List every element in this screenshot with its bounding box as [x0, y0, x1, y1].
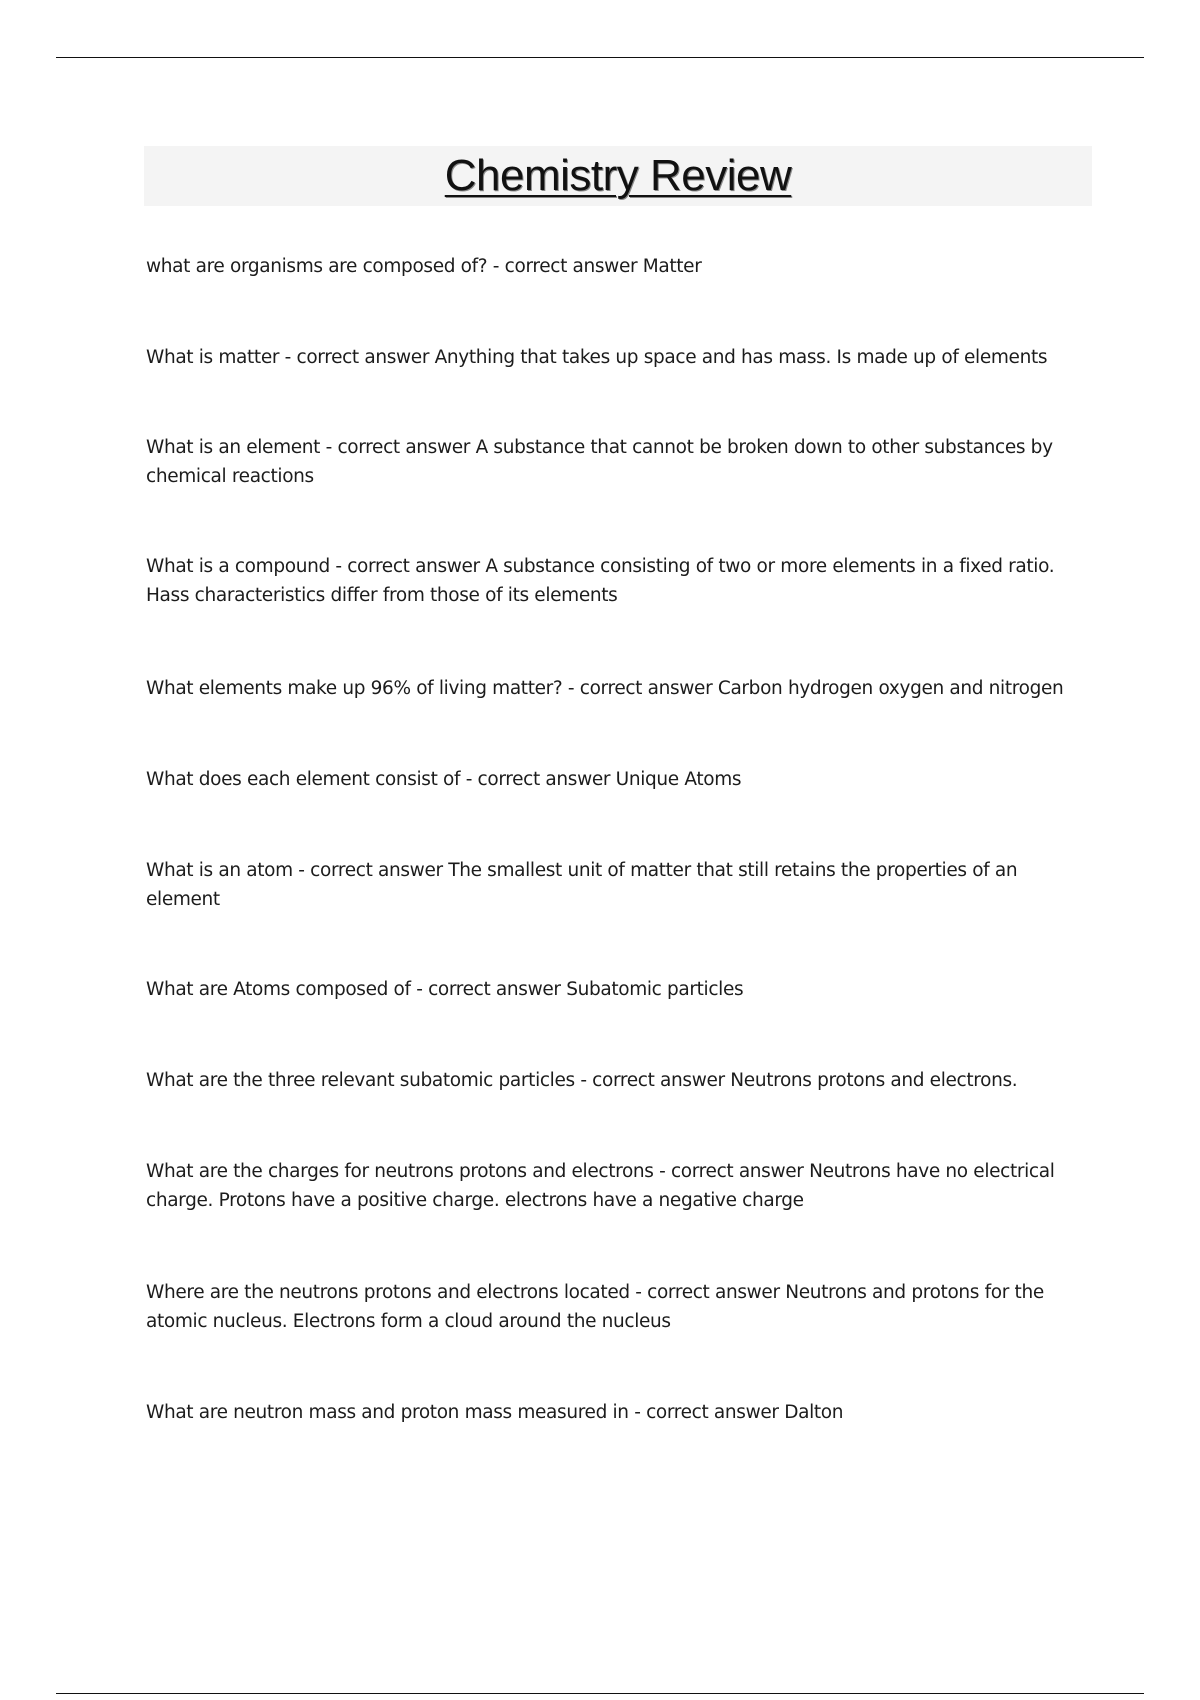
answer-text: Carbon hydrogen oxygen and nitrogen: [717, 678, 1064, 699]
qa-item: [146, 433, 1071, 491]
qa-item: [146, 1157, 1071, 1215]
answer-separator: - correct answer: [329, 556, 486, 577]
header-rule: [56, 57, 1144, 58]
qa-item: [146, 1398, 1071, 1427]
question-text: what are organisms are composed of?: [146, 256, 488, 277]
answer-separator: - correct answer: [292, 860, 449, 881]
qa-item: [146, 343, 1071, 372]
answer-separator: - correct answer: [562, 678, 718, 699]
answer-separator: - correct answer: [653, 1161, 810, 1182]
qa-item: [146, 1066, 1071, 1095]
answer-separator: - correct answer: [410, 979, 567, 1000]
answer-text: Unique Atoms: [615, 769, 742, 790]
question-text: What are the charges for neutrons protons and electrons: [146, 1161, 654, 1182]
answer-text: Dalton: [784, 1402, 844, 1423]
question-text: Where are the neutrons protons and electrons located: [146, 1282, 630, 1303]
title-band: [144, 146, 1092, 206]
page-title: Chemistry Review: [444, 151, 792, 200]
answer-text: A substance consisting of two or more elements in a fixed ratio. Hass characteristics differ from those of its elements: [146, 556, 1055, 606]
question-text: What does each element consist of: [146, 769, 461, 790]
answer-separator: - correct answer: [574, 1070, 731, 1091]
answer-text: Anything that takes up space and has mass. Is made up of elements: [434, 347, 1048, 368]
answer-text: The smallest unit of matter that still retains the properties of an element: [146, 860, 1018, 910]
qa-item: [146, 856, 1071, 914]
qa-item: [146, 765, 1071, 794]
answer-separator: - correct answer: [279, 347, 435, 368]
answer-text: Subatomic particles: [566, 979, 744, 1000]
answer-text: Neutrons protons and electrons.: [730, 1070, 1018, 1091]
answer-separator: - correct answer: [628, 1402, 785, 1423]
answer-separator: - correct answer: [460, 769, 616, 790]
question-text: What elements make up 96% of living matter?: [146, 678, 563, 699]
question-text: What is a compound: [146, 556, 330, 577]
question-text: What is an element: [146, 437, 321, 458]
answer-text: Neutrons have no electrical charge. Protons have a positive charge. electrons have a negative charge: [146, 1161, 1055, 1211]
answer-separator: - correct answer: [629, 1282, 786, 1303]
qa-item: [146, 674, 1071, 703]
question-text: What is matter: [146, 347, 280, 368]
qa-item: [146, 1278, 1071, 1336]
footer-rule: [56, 1693, 1144, 1694]
question-text: What are the three relevant subatomic particles: [146, 1070, 575, 1091]
answer-separator: - correct answer: [320, 437, 476, 458]
answer-text: A substance that cannot be broken down to other substances by chemical reactions: [146, 437, 1053, 487]
question-text: What is an atom: [146, 860, 293, 881]
qa-item: [146, 252, 1071, 281]
answer-text: Matter: [642, 256, 702, 277]
answer-text: Neutrons and protons for the atomic nucleus. Electrons form a cloud around the nucleus: [146, 1282, 1044, 1332]
qa-item: [146, 552, 1071, 610]
answer-separator: - correct answer: [487, 256, 643, 277]
question-text: What are neutron mass and proton mass measured in: [146, 1402, 629, 1423]
qa-item: [146, 975, 1071, 1004]
question-text: What are Atoms composed of: [146, 979, 411, 1000]
